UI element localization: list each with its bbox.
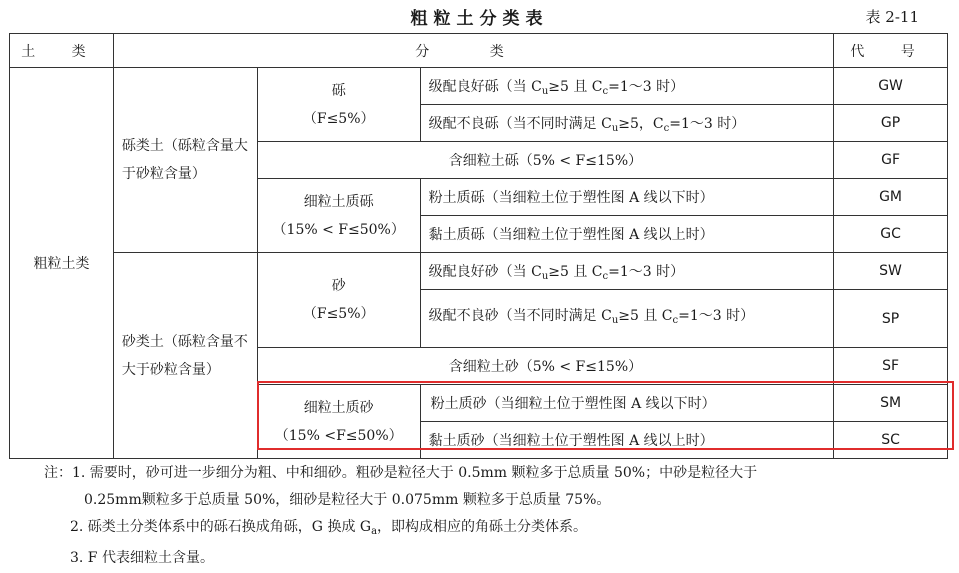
note-1: 注：1. 需要时，砂可进一步细分为粗、中和细砂。粗砂是粒径大于 0.5mm 颗粒多于总质量 50%；中砂是粒径大于 [44, 465, 758, 481]
table-title: 粗粒土分类表 [410, 9, 549, 29]
header-classification: 分 类 [113, 34, 833, 68]
code-cell: GW [834, 68, 948, 105]
header-code: 代 号 [834, 34, 948, 68]
description-cell: 黏土质砾（当细粒土位于塑性图 A 线以上时） [420, 216, 833, 253]
subclass-range: （15% <F≤50%） [274, 427, 403, 444]
description-cell: 黏土质砂（当细粒土位于塑性图 A 线以上时） [420, 422, 833, 459]
gravel-subclass-cell [257, 68, 420, 142]
table-row [10, 253, 948, 290]
subclass-range: （F≤5%） [302, 306, 375, 322]
subclass-range: （F≤5%） [302, 110, 375, 127]
header-soil-class: 土 类 [10, 34, 114, 68]
subclass-range: （15% < F≤50%） [272, 221, 405, 238]
sand-subclass-cell [257, 253, 420, 348]
code-cell: SM [834, 385, 948, 422]
description-cell: 粉土质砂（当细粒土位于塑性图 A 线以下时） [420, 385, 833, 422]
subclass-name: 砂 [331, 278, 346, 294]
main-class-cell: 粗粒土类 [10, 68, 114, 459]
description-cell: 级配良好砾（当 $C_u\ge 5$ 且 $C_c=1\sim 3$ 时） [420, 68, 833, 105]
subclass-name: 砾 [331, 82, 346, 99]
code-cell: SP [834, 290, 948, 348]
code-cell: SW [834, 253, 948, 290]
description-cell: 级配良好砂（当 $C_u\ge 5$ 且 $C_c=1\sim 3$ 时） [420, 253, 833, 290]
table-header-row [10, 34, 948, 68]
description-cell: 级配不良砂（当不同时满足 $C_u\ge 5$ 且 $C_c=1\sim 3$ 时） [420, 290, 833, 348]
table-notes [44, 460, 949, 572]
code-cell: GF [834, 142, 948, 179]
code-cell: GP [834, 105, 948, 142]
subclass-name: 细粒土质砾 [303, 193, 374, 210]
gravel-group-cell: 砾类土（砾粒含量大于砂粒含量） [113, 68, 257, 253]
merged-description-cell: 含细粒土砂（5% < F≤15%） [257, 348, 833, 385]
code-cell: SC [834, 422, 948, 459]
code-cell: GC [834, 216, 948, 253]
note-2: 2. 砾类土分类体系中的砾石换成角砾，G 换成 $G_a$，即构成相应的角砾土分类体系。 [70, 519, 588, 537]
fine-sand-subclass-cell [257, 385, 420, 459]
description-cell: 级配不良砾（当不同时满足 $C_u\ge 5$，$C_c=1\sim 3$ 时） [420, 105, 833, 142]
fine-gravel-subclass-cell [257, 179, 420, 253]
merged-description-cell: 含细粒土砾（5% < F≤15%） [257, 142, 833, 179]
description-cell: 粉土质砾（当细粒土位于塑性图 A 线以下时） [420, 179, 833, 216]
subclass-name: 细粒土质砂 [303, 399, 374, 416]
table-number: 表 2-11 [865, 8, 919, 26]
table-row [10, 68, 948, 105]
code-cell: GM [834, 179, 948, 216]
note-3: 3. F 代表细粒土含量。 [70, 550, 214, 566]
sand-group-cell: 砂类土（砾粒含量不大于砂粒含量） [113, 253, 257, 459]
note-1-continued: 0.25mm颗粒多于总质量 50%，细砂是粒径大于 0.075mm 颗粒多于总质量 75%。 [84, 492, 611, 508]
code-cell: SF [834, 348, 948, 385]
classification-table [9, 33, 948, 459]
